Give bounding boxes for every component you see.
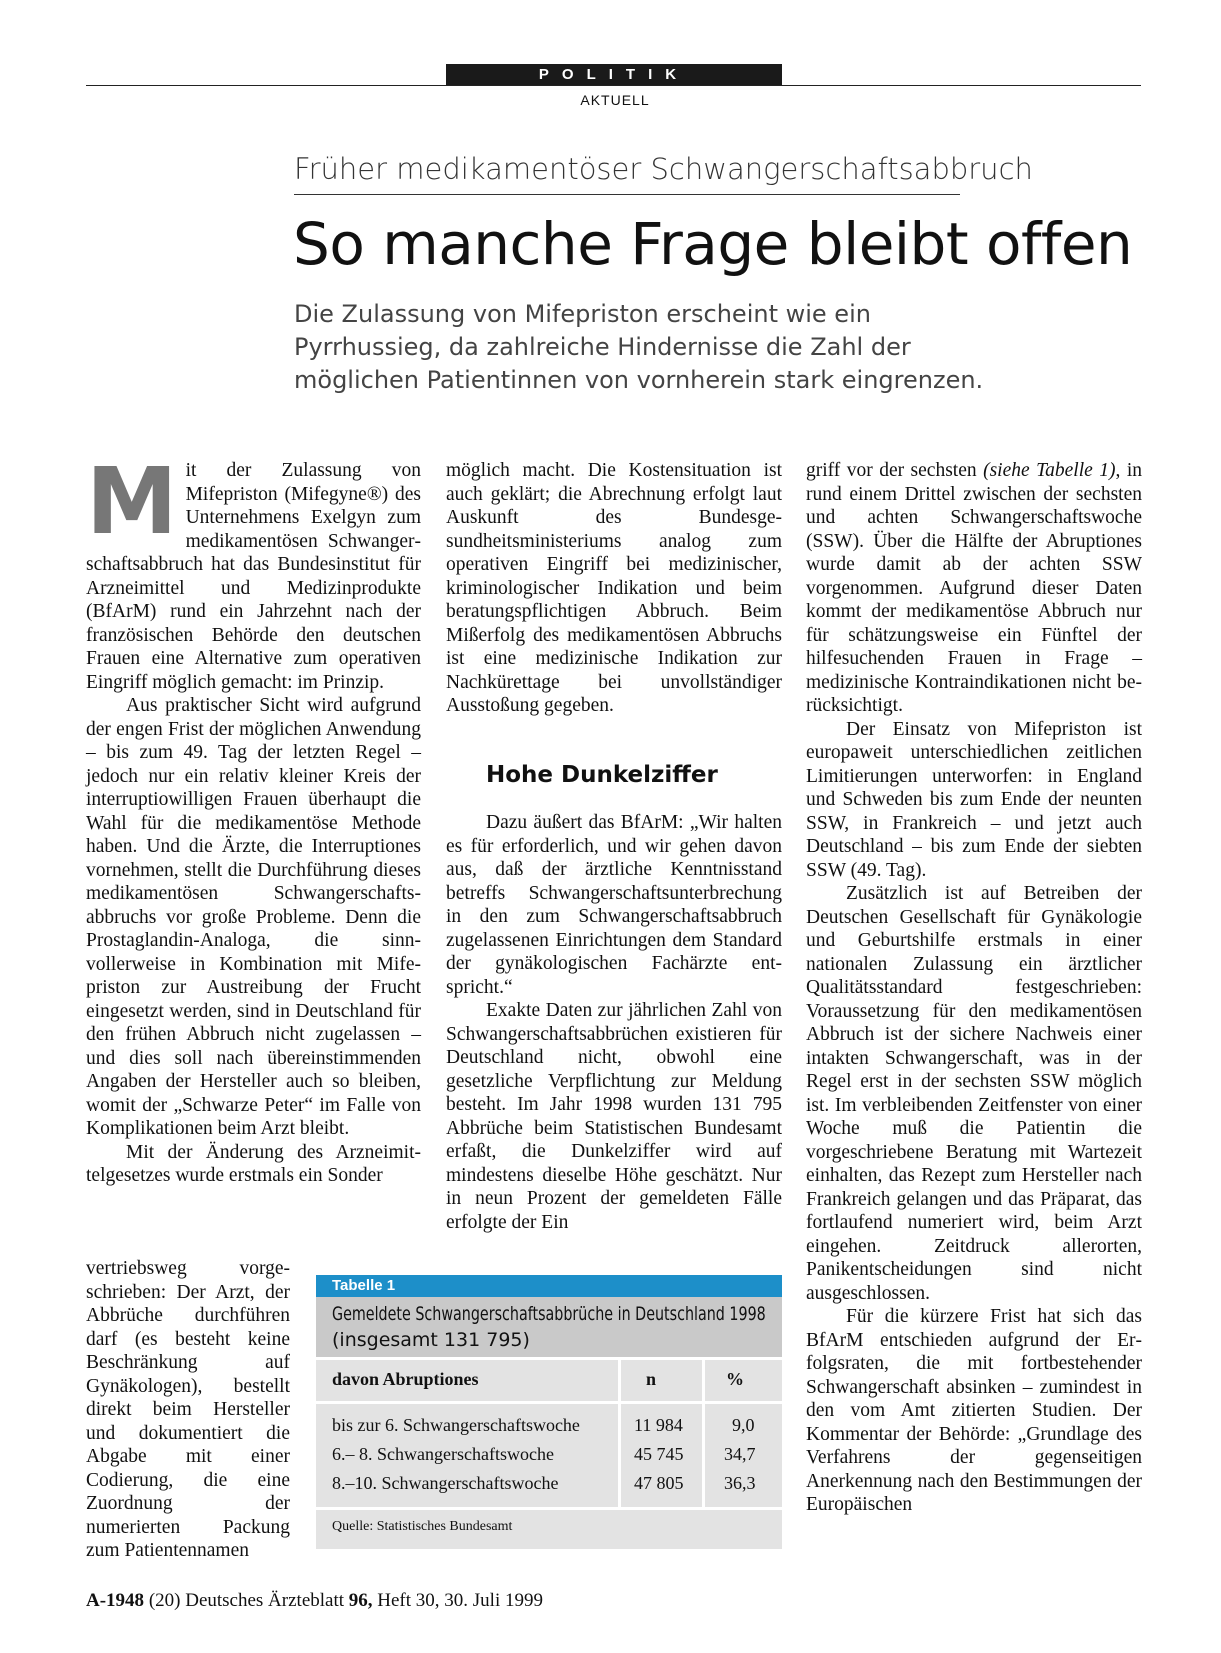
lead-line: möglichen Patientinnen von vornherein stark eingrenzen.: [294, 366, 984, 394]
table-source: Quelle: Statistisches Bundesamt: [332, 1519, 513, 1534]
table-cell: 34,7: [724, 1444, 756, 1464]
table-tag: Tabelle 1: [316, 1275, 782, 1297]
table-cell: 9,0: [732, 1415, 755, 1435]
section-rubric: POLITIK: [446, 64, 782, 86]
table-title: [316, 1297, 782, 1357]
paragraph: Exakte Daten zur jährlichen Zahl von Schwangerschaftsabbrüchen existieren für Deutschland nicht, obwohl eine gesetzliche Verpflichtung zur Meldung besteht. Im Jahr 1998 wurden 131 795 Abbrüche beim Statistischen Bundesamt erfaßt, die Dunkelziffer wird auf mindestens dieselbe Höhe geschätzt. Nur in neun Prozent der gemeldeten Fälle erfolgte der Ein: [446, 1000, 782, 1233]
paragraph-text: griff vor der sechsten: [806, 460, 984, 481]
paragraph: möglich macht. Die Kostensituation ist auch geklärt; die Abrechnung erfolgt laut Auskunft des Bundesgesundheitsministeriums analog zum operativen Eingriff bei medizinischer, kriminologischer Indikation und beim beratungspflichtigen Abbruch. Beim Mißerfolg des medikamentösen Abbruchs ist eine medizinische Indikation zur Nachkürettage bei unvollständiger Ausstoßung gegeben.: [446, 460, 782, 716]
column-1-continued: [86, 1257, 290, 1563]
table-divider: [702, 1357, 705, 1507]
table-cell: 45 745: [634, 1444, 684, 1464]
table-header-percent: %: [726, 1369, 744, 1389]
table-header-n: n: [646, 1369, 657, 1389]
paragraph: Mit der Änderung des Arzneimittelgesetzes wurde erstmals ein Sonder: [86, 1141, 421, 1186]
table-cell: 11 984: [634, 1415, 683, 1435]
article-kicker: Früher medikamentöser Schwangerschaftsabbruch: [294, 152, 1033, 186]
article-lead: [294, 298, 994, 397]
column-1: [86, 448, 421, 1188]
paragraph: it der Zulassung von Mifepriston (Mifegyne®) des Unternehmens Exelgyn zum medikamentösen Schwangerschaftsabbruch hat das Bundesinstitut für Arzneimittel und Medizinprodukte (BfArM) rund ein Jahrzehnt nach der französischen Behörde den deutschen Frauen eine Alternative zum operativen Eingriff möglich gemacht: im Prinzip.: [86, 460, 421, 693]
subheading: Hohe Dunkelziffer: [486, 761, 718, 788]
table-header-category: davon Abruptiones: [332, 1369, 479, 1389]
paragraph: [806, 459, 1142, 718]
table-divider: [316, 1401, 782, 1404]
page-footer: [86, 1590, 543, 1612]
paragraph-text: , in rund einem Drittel zwischen der sechsten und achten Schwangerschaftswoche (SSW). Über die Hälfte der Abruptiones wurde damit ab der achten SSW vorgenommen. Aufgrund dieser Daten kommt der medikamentöse Abbruch nur für schätzungsweise ein Fünftel der hilfesuchenden Frauen in Frage – medizinische Kontraindikationen nicht berücksichtigt.: [806, 460, 1142, 716]
column-3: [806, 459, 1142, 1517]
paragraph: vertriebsweg vorgeschrieben: Der Arzt, der Abbrüche durchführen darf (es besteht keine Beschränkung auf Gynäkologen), bestellt direkt beim Hersteller und dokumentiert die Abgabe mit einer Codierung, die eine Zuordnung der numerierten Packung zum Patientennamen: [86, 1258, 290, 1561]
footer-publication: (20) Deutsches Ärzteblatt: [148, 1590, 349, 1611]
table-divider: [618, 1357, 621, 1507]
table-title-line: (insgesamt 131 795): [332, 1329, 530, 1351]
kicker-rule: [294, 194, 960, 195]
table-cell: 8.–10. Schwangerschaftswoche: [332, 1473, 559, 1493]
table-1: [316, 1275, 782, 1549]
paragraph: Der Einsatz von Mifepriston ist europaweit unterschiedlichen zeitlichen Limitierungen unterworfen: in England und Schweden bis zum Ende der neunten SSW, in Frankreich – und jetzt auch Deutschland – bis zum Ende der siebten SSW (49. Tag).: [806, 718, 1142, 881]
paragraph: Aus praktischer Sicht wird aufgrund der engen Frist der möglichen Anwendung – bis zum 49. Tag der letzten Regel – jedoch nur ein relativ kleiner Kreis der interruptiowilligen Frauen überhaupt die Wahl für die medikamentöse Methode haben. Und die Ärzte, die Interruptiones vornehmen, stellt die Durchführung dieses medikamentösen Schwangerschaftsabbruchs vor große Probleme. Denn die Prostaglandin-Analoga, die sinnvollerweise in Kombination mit Mifepriston zur Austreibung der Frucht eingesetzt werden, sind in Deutschland für den frühen Abbruch nicht zugelassen – und dies soll nach übereinstimmenden Angaben der Hersteller auch so bleiben, womit der „Schwarze Peter“ im Falle von Komplikationen beim Arzt bleibt.: [86, 695, 421, 1139]
table-cell: 36,3: [724, 1473, 756, 1493]
column-2: [446, 459, 782, 1234]
paragraph: Für die kürzere Frist hat sich das BfArM entschieden aufgrund der Erfolgsraten, die mit fortbestehender Schwangerschaft absinken – zumindest in den vom Amt zitierten Studien. Der Kommentar der Behörde: „Grundlage des Verfahrens der gegenseitigen Anerkennung nach den Bestimmungen der Europäischen: [806, 1306, 1142, 1515]
table-cell: bis zur 6. Schwangerschaftswoche: [332, 1415, 580, 1435]
section-subrubric: AKTUELL: [580, 92, 650, 108]
lead-line: Pyrrhussieg, da zahlreiche Hindernisse die Zahl der: [294, 333, 911, 361]
table-cell: 47 805: [634, 1473, 684, 1493]
table-title-line: Gemeldete Schwangerschaftsabbrüche in Deutschland 1998: [332, 1303, 766, 1325]
table-reference: (siehe Tabelle 1): [983, 460, 1116, 481]
paragraph: Dazu äußert das BfArM: „Wir halten es für erforderlich, und wir gehen davon aus, daß der ärztliche Kenntnisstand betreffs Schwangerschaftsunterbrechung in den zum Schwangerschaftsabbruch zugelassenen Einrichtungen dem Standard der gynäkologischen Fachärzte entspricht.“: [446, 812, 782, 998]
drop-cap: M: [86, 448, 178, 555]
page-number: A-1948: [86, 1590, 145, 1611]
header-rule: [86, 85, 1141, 86]
table-divider: [316, 1507, 782, 1510]
footer-volume: 96,: [348, 1590, 373, 1611]
paragraph: Zusätzlich ist auf Betreiben der Deutschen Gesellschaft für Gynäkologie und Geburtshilfe erstmals in einer nationalen Zulassung ein ärztlicher Qualitätsstandard festgeschrieben: Voraussetzung für den medikamentösen Abbruch ist der sichere Nachweis einer intakten Schwangerschaft, was in der Regel erst in der sechsten SSW möglich ist. Im verbleibenden Zeitfenster von einer Woche muß die Patientin die vorgeschriebene Beratung mit Wartezeit einhalten, das Rezept zum Hersteller nach Frankreich gelangen und das Präparat, das fortlaufend numeriert wird, beim Arzt eingehen. Zeitdruck allerorten, Panikentscheidungen sind nicht ausgeschlossen.: [806, 883, 1142, 1304]
table-cell: 6.– 8. Schwangerschaftswoche: [332, 1444, 554, 1464]
article-headline: So manche Frage bleibt offen: [293, 210, 1133, 278]
footer-issue: Heft 30, 30. Juli 1999: [372, 1590, 543, 1611]
lead-line: Die Zulassung von Mifepriston erscheint wie ein: [294, 300, 871, 328]
